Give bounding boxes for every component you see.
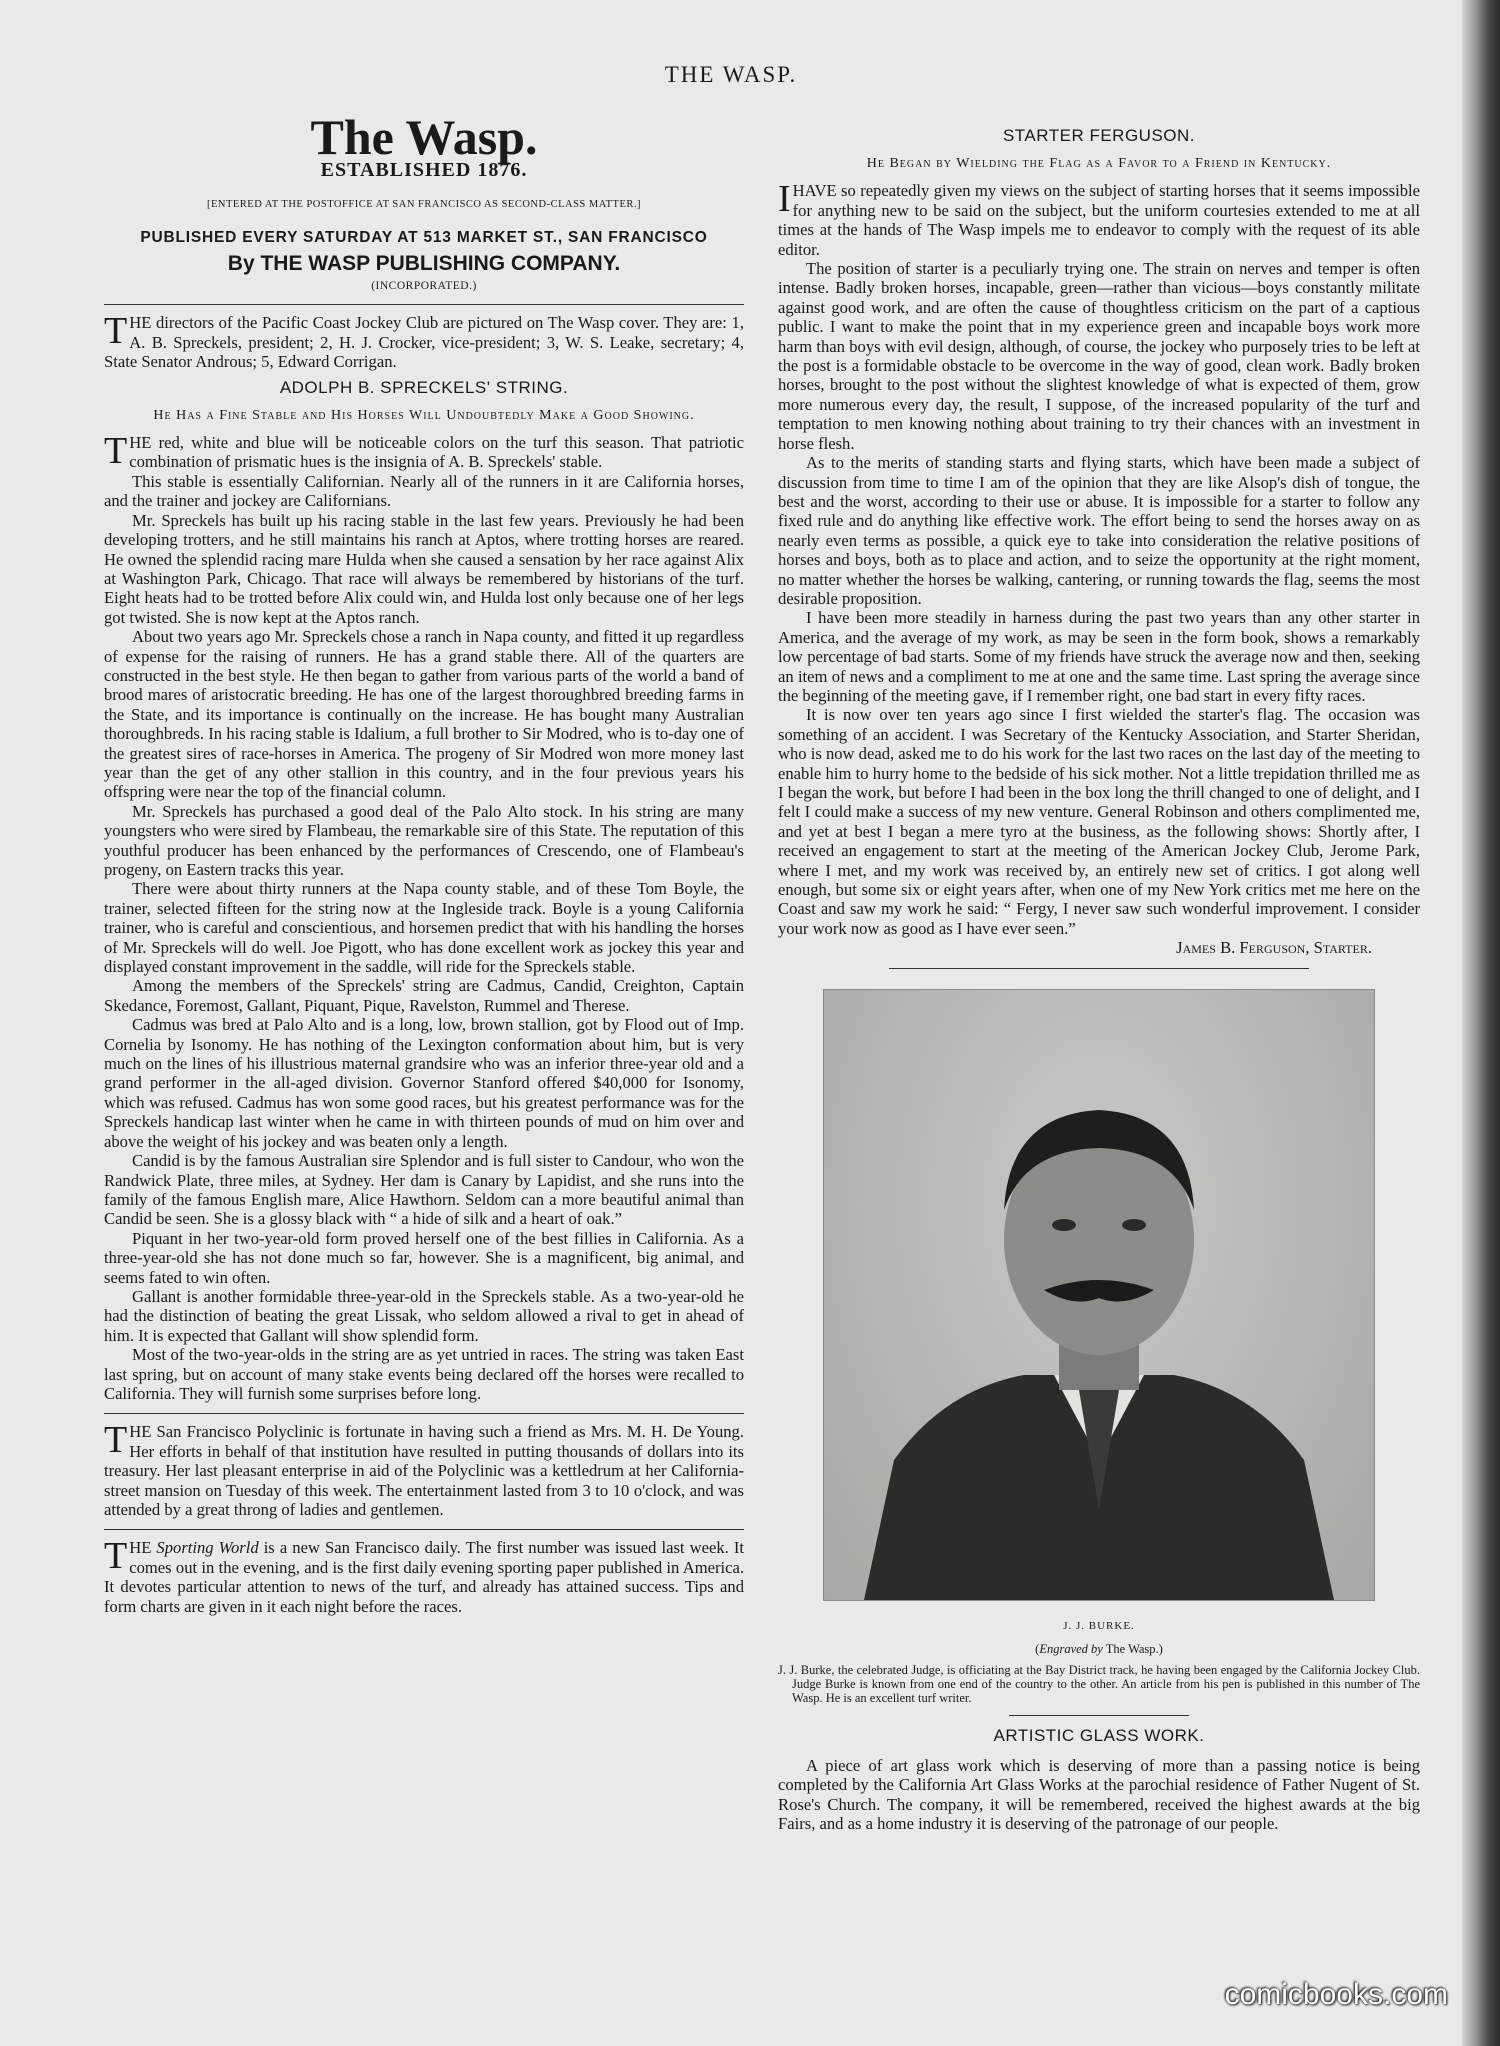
drop-cap: I [778, 178, 791, 221]
left-column [104, 109, 744, 1616]
divider [104, 304, 744, 305]
article-paragraph: Most of the two-year-olds in the string are as yet untried in races. The string was taken East last spring, but on account of many stake events being declared off the horses were recalled to California. They will furnish some surprises before long. [104, 1345, 744, 1403]
article-paragraph: Candid is by the famous Australian sire Splendor and is full sister to Candour, who won the Randwick Plate, three miles, at Sydney. Her dam is Canary by Lapidist, and she runs into the family of the famous English mare, Alice Hawthorn. Seldom can a more beautiful animal than Candid be seen. She is a glossy black with “ a hide of silk and a heart of oak.” [104, 1151, 744, 1229]
photo-caption-engraver [778, 1640, 1420, 1659]
article-paragraph: As to the merits of standing starts and flying starts, which have been made a subject of discussion from time to time I am of the opinion that they are like Alsop's dish of tongue, the best and the worst, according to their use or abuse. It is impossible for a starter to follow any fixed rule and do anything like effective work. The effort being to send the horses away on as nearly even terms as possible, a quick eye to take into consideration the relative positions of horses and boys, both as to place and action, and to seize the opportunity at the right moment, no matter whether the horses be walking, cantering, or running towards the flag, seems the most desirable proposition. [778, 453, 1420, 608]
divider [1009, 1715, 1189, 1716]
spreckels-deck: He Has a Fine Stable and His Horses Will Undoubtedly Make a Good Showing. [153, 408, 695, 424]
directors-paragraph [104, 310, 744, 372]
drop-cap: T [104, 310, 128, 353]
right-column [778, 126, 1420, 1834]
running-head: THE WASP. [664, 62, 798, 87]
watermark: comicbooks.com [1224, 1978, 1448, 2011]
glass-headline: ARTISTIC GLASS WORK. [993, 1726, 1205, 1746]
caption-text: The Wasp.) [1102, 1642, 1163, 1657]
masthead-title: The Wasp. [310, 109, 538, 165]
article-paragraph: Mr. Spreckels has built up his racing stable in the last few years. Previously he had been developing trotters, and he still maintains his ranch at Aptos, where trotting horses are reared. He owned the splendid racing mare Hulda when she caused a sensation by her race against Alix at Washington Park, Chicago. That race will always be remembered by historians of the turf. Eight heats had to be trotted before Alix could win, and Hulda lost only because one of her legs got twisted. She is now kept at the Aptos ranch. [104, 510, 744, 627]
polyclinic-paragraph [104, 1419, 744, 1519]
caption-italic: Engraved by [1039, 1642, 1103, 1657]
drop-cap: T [104, 1419, 128, 1462]
article-paragraph: The position of starter is a peculiarly trying one. The strain on nerves and temper is often intense. Badly broken horses, incapable, green—rather than vicious—boys constantly militate against good work, and are often the cause of thoughtless criticism on the part of a captious public. I want to make the point that in my experience green and incapable boys work more harm than boys with evil design, although, of course, the jockey who purposely tries to be left at the post is a formidable obstacle to be overcome in the way of good, clean work. Badly broken horses, brought to the post without the slightest knowledge of what is expected of them, grow more numerous every day, the result, I suppose, of the increased popularity of the turf and temptation to men knowing nothing about training to try their chances with an investment in horse flesh. [778, 259, 1420, 453]
article-paragraph: Gallant is another formidable three-year-old in the Spreckels stable. As a two-year-old he had the distinction of beating the great Lissak, who seldom allowed a rival to get in ahead of him. It is expected that Gallant will show splendid form. [104, 1286, 744, 1345]
article-paragraph: Cadmus was bred at Palo Alto and is a long, low, brown stallion, got by Flood out of Imp. Cornelia by Isonomy. He has nothing of the Lexington conformation about him, but is very much on the lines of his illustrious maternal grandsire who was an inferior three-year old and a grand performer in the all-aged division. Governor Stanford offered $40,000 for Isonomy, which was refused. Cadmus has won some good races, but his greatest performance was for the Spreckels handicap last winter when he came in with thirteen pounds of mud on him over and above the weight of his jockey and was beaten only a length. [104, 1015, 744, 1151]
article-paragraph: It is now over ten years ago since I first wielded the starter's flag. The occasion was something of an accident. I was Secretary of the Kentucky Association, and Starter Sheridan, who is now dead, asked me to do his work for the last two races on the last day of the meeting to enable him to hurry home to the bedside of his sick mother. Not a little trepidation thrilled me as I began the work, but before I had been in the box long the thrill changed to one of delight, and I felt I could make a success of my new venture. General Robinson and others complimented me, and yet at best I began a mere tyro at the business, as the following shows: Shortly after, I received an engagement to start at the meeting of the American Jockey Club, Jerome Park, where I met, and my work was received by, an entirely new set of critics. I got along well enough, but some six or eight years after, when one of my New York critics met me here on the Coast and saw my work he said: “ Fergy, I never saw such wonderful improvement. I consider your work now as good as I have ever seen.” [778, 705, 1420, 938]
article-paragraph: I have been more steadily in harness during the past two years than any other starter in America, and the average of my work, as may be seen in the form book, shows a remarkably low percentage of bad starts. Some of my friends have struck the average now and then, seeking an item of news and a compliment to me at one and the same time. Last spring the average since the beginning of the meeting gave, if I remember right, one bad start in every fifty races. [778, 608, 1420, 705]
article-paragraph: A piece of art glass work which is deserving of more than a passing notice is being completed by the California Art Glass Works at the parochial residence of Father Nugent of St. Rose's Church. The company, it will be remembered, received the highest awards at the big Fairs, and as a home industry it is deserving of the patronage of our people. [778, 1755, 1420, 1834]
divider [104, 1413, 744, 1414]
published-line: PUBLISHED EVERY SATURDAY AT 513 MARKET ST., SAN FRANCISCO [140, 229, 708, 247]
caption-text: ( [1035, 1642, 1040, 1657]
signature: James B. Ferguson, Starter. [1176, 938, 1372, 958]
article-paragraph [778, 178, 1420, 259]
paragraph-text: is a new San Francisco daily. The first number was issued last week. It comes out in the evening, and is the first daily evening sporting paper published in America. It devotes particular attention to news of the turf, and already has attained success. Tips and form charts are given in it each night before the races. [104, 1538, 744, 1616]
page-binding [1462, 0, 1500, 2046]
directors-text: HE directors of the Pacific Coast Jockey Club are pictured on The Wasp cover. They are: 1, A. B. Spreckels, president; 2, H. J. Crocker, vice-president; 3, W. S. Leake, secretary; 4, State Senator Androus; 5, Edward Corrigan. [104, 313, 744, 372]
portrait-photo [823, 989, 1375, 1601]
spreckels-headline: ADOLPH B. SPRECKELS' STRING. [279, 377, 569, 397]
paragraph-text: HAVE so repeatedly given my views on the subject of starting horses that it seems impossible for anything new to be said on the subject, but the uniform courtesies extended to me at all times at the hands of The Wasp impels me to endeavor to comply with the request of its able editor. [778, 181, 1420, 259]
photo-caption-name: J. J. BURKE. [1063, 1619, 1135, 1632]
established-line: ESTABLISHED 1876. [320, 159, 528, 182]
sporting-world-paragraph [104, 1535, 744, 1616]
ferguson-headline: STARTER FERGUSON. [1002, 126, 1196, 145]
entered-notice: [ENTERED AT THE POSTOFFICE AT SAN FRANCISCO AS SECOND-CLASS MATTER.] [206, 198, 642, 210]
paragraph-text: HE red, white and blue will be noticeable colors on the turf this season. That patriotic combination of prismatic hues is the insignia of A. B. Spreckels' stable. [129, 433, 744, 472]
article-paragraph: About two years ago Mr. Spreckels chose a ranch in Napa county, and fitted it up regardless of expense for the raising of runners. He has a grand stable there. All of the quarters are constructed in the best style. He then began to gather from various parts of the world a band of brood mares of aristocratic breeding. He has one of the largest thoroughbred breeding farms in the State, and its importance is continually on the increase. He has bought many Australian thoroughbreds. In his racing stable is Idalium, a full brother to Sir Modred, who is to-day one of the greatest sires of race-horses in America. The progeny of Sir Modred won more money last year than the get of any other stallion in this country, and in the four previous years his offspring were near the top of the financial column. [104, 627, 744, 802]
paragraph-text: HE [129, 1538, 157, 1558]
drop-cap: T [104, 1535, 128, 1578]
article-paragraph: Among the members of the Spreckels' string are Cadmus, Candid, Creighton, Captain Skedance, Foremost, Gallant, Piquant, Pique, Ravelston, Rummel and Therese. [104, 976, 744, 1015]
article-paragraph: There were about thirty runners at the Napa county stable, and of these Tom Boyle, the trainer, selected fifteen for the string now at the Ingleside track. Boyle is a young California trainer, who is careful and conscientious, and horsemen predict that with his handling the horses of Mr. Spreckels will do well. Joe Pigott, who has done excellent work as jockey this year and displayed constant improvement in the saddle, will ride for the Spreckels stable. [104, 879, 744, 977]
publisher-line: By THE WASP PUBLISHING COMPANY. [227, 251, 621, 275]
article-paragraph: Mr. Spreckels has purchased a good deal of the Palo Alto stock. In his string are many youngsters who were sired by Flambeau, the remarkable sire of this State. The reputation of this youthful producer has been enhanced by the performances of Crescendo, one of Flambeau's progeny, on Eastern tracks this year. [104, 801, 744, 879]
article-paragraph [104, 430, 744, 473]
portrait-engraving [824, 990, 1374, 1600]
divider [889, 968, 1309, 969]
divider [104, 1529, 744, 1530]
article-paragraph: This stable is essentially Californian. Nearly all of the runners in it are California horses, and the trainer and jockey are Californians. [104, 471, 744, 511]
article-paragraph: Piquant in her two-year-old form proved herself one of the best fillies in California. As a three-year-old she has not done much so far, however. She is a magnificent, big animal, and seems fated to win often. [104, 1228, 744, 1287]
incorporated-line: (INCORPORATED.) [371, 280, 477, 293]
paragraph-text: HE San Francisco Polyclinic is fortunate in having such a friend as Mrs. M. H. De Young. Her efforts in behalf of that institution have resulted in putting thousands of dollars into its treasury. Her last pleasant enterprise in aid of the Polyclinic was a kettledrum at her California-street mansion on Tuesday of this week. The entertainment lasted from 3 to 10 o'clock, and was attended by a great throng of ladies and gentlemen. [104, 1422, 744, 1519]
drop-cap: T [104, 430, 128, 473]
newspaper-title: Sporting World [156, 1538, 259, 1558]
photo-caption-note: J. J. Burke, the celebrated Judge, is officiating at the Bay District track, he having been engaged by the California Jockey Club. Judge Burke is known from one end of the country to the other. An article from his pen is published in this number of The Wasp. He is an excellent turf writer. [778, 1663, 1420, 1706]
ferguson-deck: He Began by Wielding the Flag as a Favor to a Friend in Kentucky. [866, 156, 1332, 172]
